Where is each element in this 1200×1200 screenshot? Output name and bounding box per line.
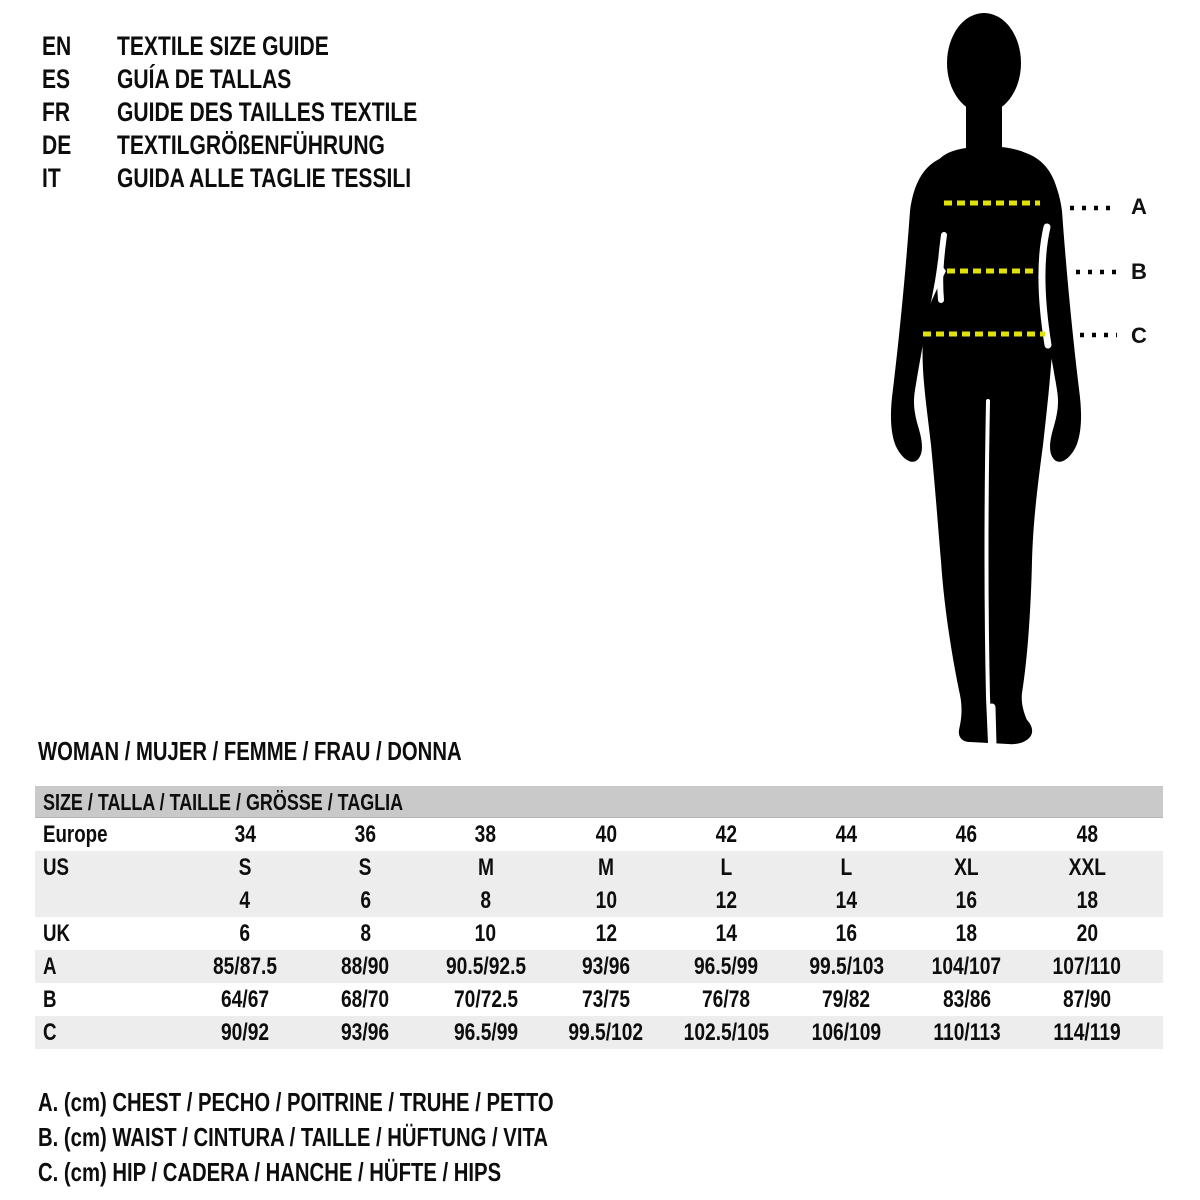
table-row-us: US S S M M L L XL XXL xyxy=(35,851,1163,884)
row-label: B xyxy=(43,985,57,1013)
guide-title-fr: GUIDE DES TAILLES TEXTILE xyxy=(117,97,418,127)
size-table-header: SIZE / TALLA / TAILLE / GRÖSSE / TAGLIA xyxy=(35,786,1163,818)
row-label: C xyxy=(43,1018,57,1046)
legend-waist: B. (cm) WAIST / CINTURA / TAILLE / HÜFTUNG / VITA xyxy=(38,1122,548,1152)
table-row-hip: C 90/92 93/96 96.5/99 99.5/102 102.5/105 106/109 110/113 114/119 xyxy=(35,1016,1163,1049)
row-label: A xyxy=(43,952,57,980)
language-code: EN xyxy=(42,31,72,61)
guide-title-it: GUIDA ALLE TAGLIE TESSILI xyxy=(117,163,412,193)
language-code: DE xyxy=(42,130,72,160)
language-code: ES xyxy=(42,64,71,94)
legend-chest: A. (cm) CHEST / PECHO / POITRINE / TRUHE / PETTO xyxy=(38,1087,554,1117)
legend-hip: C. (cm) HIP / CADERA / HANCHE / HÜFTE / HIPS xyxy=(38,1157,502,1187)
table-row-europe: Europe 34 36 38 40 42 44 46 48 xyxy=(35,818,1163,851)
measurement-legend xyxy=(38,1085,699,1190)
table-row-waist: B 64/67 68/70 70/72.5 73/75 76/78 79/82 83/86 87/90 xyxy=(35,983,1163,1016)
table-row-us-numeric: 4 6 8 10 12 14 16 18 xyxy=(35,884,1163,917)
woman-silhouette-icon xyxy=(880,5,1200,750)
size-table xyxy=(35,786,1163,1049)
table-row-uk: UK 6 8 10 12 14 16 18 20 xyxy=(35,917,1163,950)
language-code: FR xyxy=(42,97,71,127)
guide-title-en: TEXTILE SIZE GUIDE xyxy=(117,31,329,61)
marker-label-hip: C xyxy=(1131,323,1147,348)
table-row-chest: A 85/87.5 88/90 90.5/92.5 93/96 96.5/99 99.5/103 104/107 107/110 xyxy=(35,950,1163,983)
row-label: Europe xyxy=(43,820,108,848)
row-label: US xyxy=(43,853,70,881)
row-label xyxy=(35,887,185,915)
marker-label-chest: A xyxy=(1131,194,1147,219)
feet-gap xyxy=(992,707,993,745)
guide-title-es: GUÍA DE TALLAS xyxy=(117,64,292,94)
guide-title-de: TEXTILGRÖßENFÜHRUNG xyxy=(117,130,385,160)
section-title: WOMAN / MUJER / FEMME / FRAU / DONNA xyxy=(38,736,462,766)
marker-label-waist: B xyxy=(1131,259,1147,284)
language-code: IT xyxy=(42,163,61,193)
row-label: UK xyxy=(43,919,71,947)
